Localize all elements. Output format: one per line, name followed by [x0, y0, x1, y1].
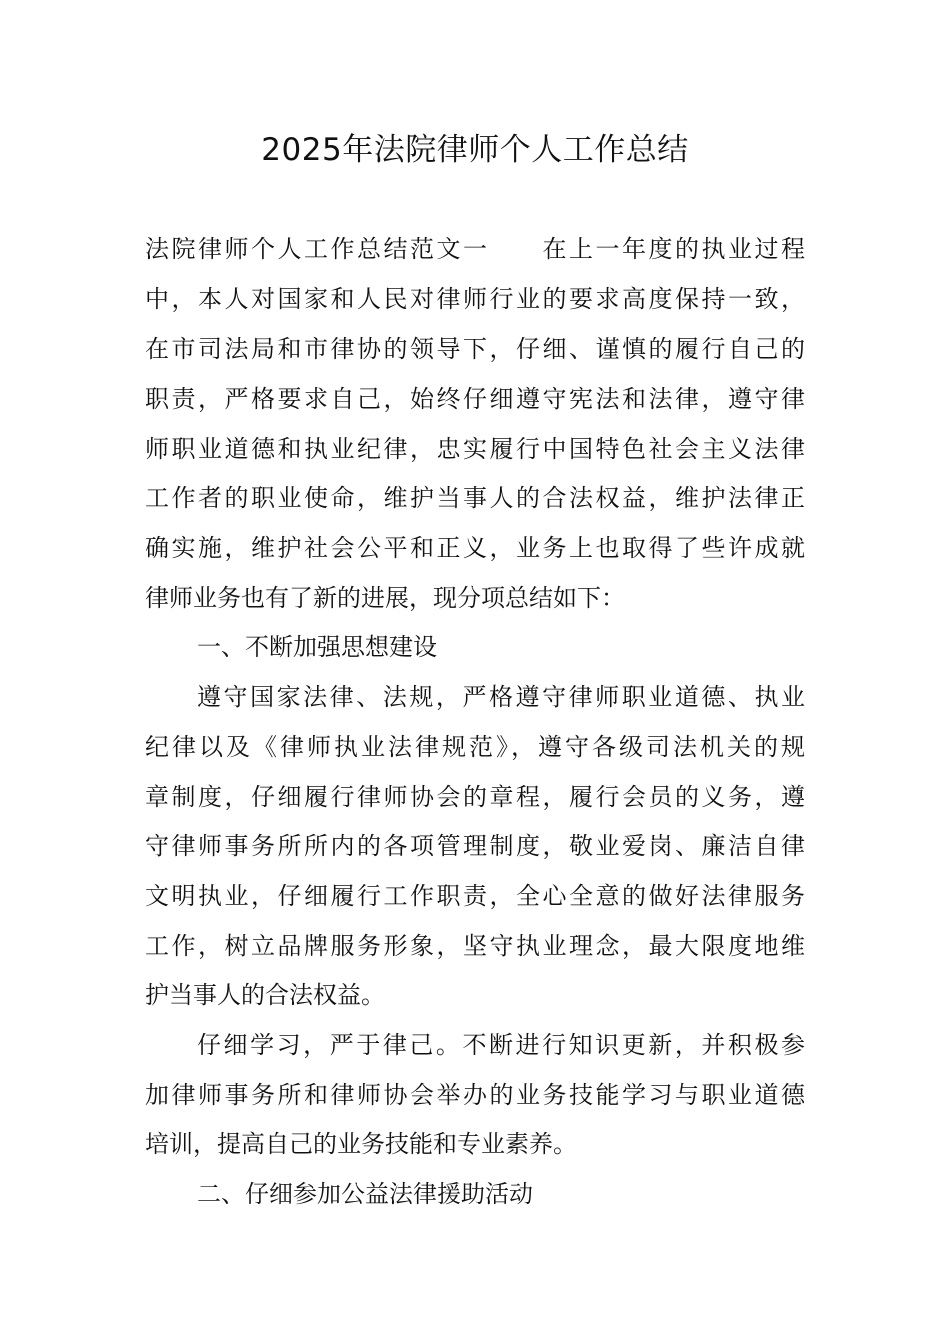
body-line: 遵守国家法律、法规，严格遵守律师职业道德、执业	[197, 683, 805, 711]
body-line: 律师业务也有了新的进展，现分项总结如下：	[145, 584, 625, 612]
body-line: 加律师事务所和律师协会举办的业务技能学习与职业道德	[145, 1081, 805, 1109]
section-heading: 二、仔细参加公益法律援助活动	[197, 1180, 533, 1208]
body-line: 工作者的职业使命，维护当事人的合法权益，维护法律正	[145, 484, 805, 512]
body-line: 在市司法局和市律协的领导下，仔细、谨慎的履行自己的	[145, 335, 805, 363]
body-line: 法院律师个人工作总结范文一 在上一年度的执业过程	[145, 235, 805, 263]
body-line: 师职业道德和执业纪律，忠实履行中国特色社会主义法律	[145, 435, 805, 463]
body-line: 仔细学习，严于律己。不断进行知识更新，并积极参	[197, 1031, 805, 1059]
section-heading: 一、不断加强思想建设	[197, 633, 437, 661]
body-line: 文明执业，仔细履行工作职责，全心全意的做好法律服务	[145, 882, 805, 910]
body-line: 职责，严格要求自己，始终仔细遵守宪法和法律，遵守律	[145, 385, 805, 413]
body-line: 中，本人对国家和人民对律师行业的要求高度保持一致，	[145, 285, 805, 313]
body-line: 纪律以及《律师执业法律规范》，遵守各级司法机关的规	[145, 733, 805, 761]
body-line: 确实施，维护社会公平和正义，业务上也取得了些许成就	[145, 534, 805, 562]
body-line: 培训，提高自己的业务技能和专业素养。	[145, 1130, 577, 1158]
document-title: 2025年法院律师个人工作总结	[261, 132, 689, 168]
body-line: 工作，树立品牌服务形象，坚守执业理念，最大限度地维	[145, 932, 805, 960]
body-line: 护当事人的合法权益。	[145, 981, 385, 1009]
body-line: 章制度，仔细履行律师协会的章程，履行会员的义务，遵	[145, 783, 805, 811]
body-line: 守律师事务所所内的各项管理制度，敬业爱岗、廉洁自律	[145, 832, 805, 860]
